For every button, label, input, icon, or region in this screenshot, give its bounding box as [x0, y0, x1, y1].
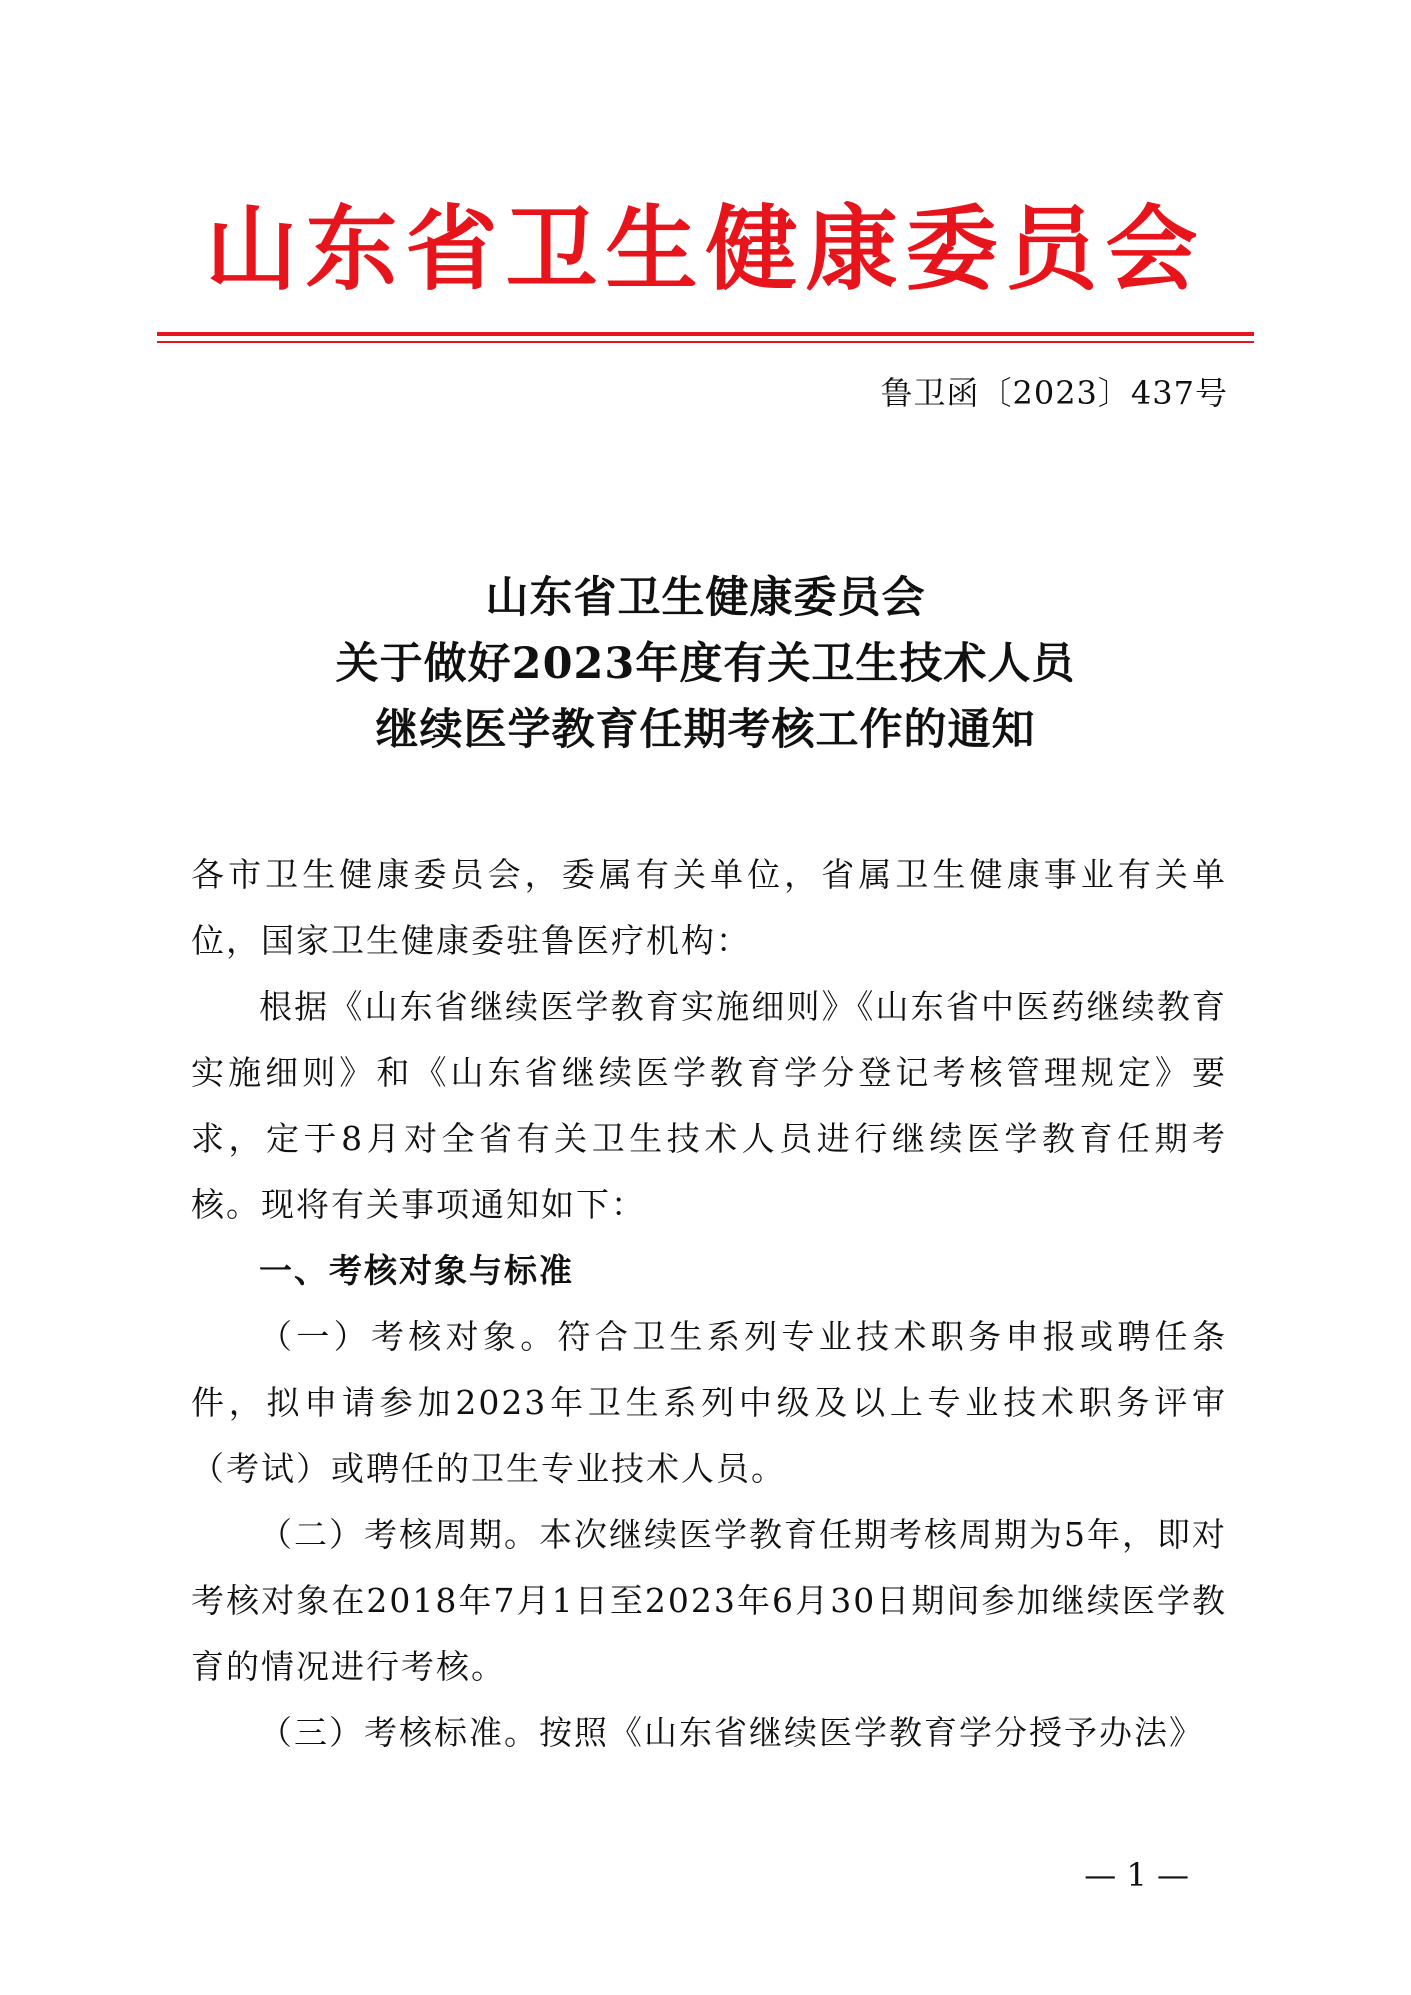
page-number: — 1 — [1084, 1856, 1189, 1894]
document-body [191, 842, 1227, 1766]
title-line-1: 山东省卫生健康委员会 [485, 573, 926, 623]
addressee-paragraph: 各市卫生健康委员会，委属有关单位，省属卫生健康事业有关单位，国家卫生健康委驻鲁医疗机构： [191, 855, 1227, 960]
issuer-masthead: 山东省卫生健康委员会 [205, 196, 1206, 303]
masthead-red-rule [157, 332, 1254, 336]
document-title [150, 565, 1261, 763]
item-paragraph-1: （一）考核对象。符合卫生系列专业技术职务申报或聘任条件，拟申请参加2023年卫生系列中级及以上专业技术职务评审（考试）或聘任的卫生专业技术人员。 [191, 1317, 1227, 1488]
intro-paragraph: 根据《山东省继续医学教育实施细则》《山东省中医药继续教育实施细则》和《山东省继续医学教育学分登记考核管理规定》要求，定于8月对全省有关卫生技术人员进行继续医学教育任期考核。现将有关事项通知如下： [191, 987, 1227, 1224]
masthead-red-rule-thin [157, 341, 1254, 343]
item-paragraph-3: （三）考核标准。按照《山东省继续医学教育学分授予办法》 [259, 1713, 1204, 1752]
title-line-3: 继续医学教育任期考核工作的通知 [375, 705, 1036, 755]
document-number: 鲁卫函〔2023〕437号 [880, 374, 1228, 412]
item-paragraph-2: （二）考核周期。本次继续医学教育任期考核周期为5年，即对考核对象在2018年7月1日至2023年6月30日期间参加继续医学教育的情况进行考核。 [191, 1515, 1227, 1686]
section-heading-1: 一、考核对象与标准 [259, 1251, 574, 1290]
title-line-2: 关于做好2023年度有关卫生技术人员 [335, 639, 1076, 689]
